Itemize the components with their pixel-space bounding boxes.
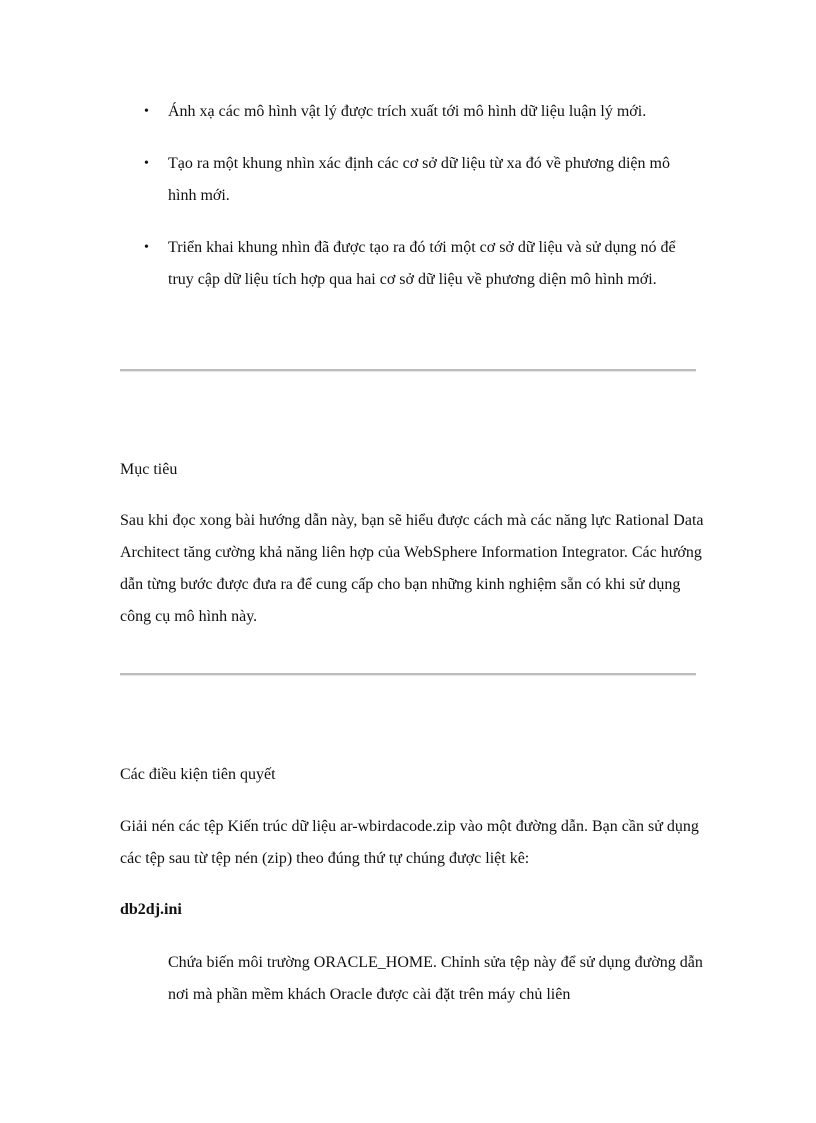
file-description: Chứa biến môi trường ORACLE_HOME. Chỉnh sửa tệp này để sử dụng đường dẫn nơi mà phần mềm khách Oracle được cài đặt trên máy chủ liên xyxy=(168,954,703,1003)
bullet-list xyxy=(120,96,700,316)
section-divider xyxy=(120,673,696,676)
prerequisites-paragraph: Giải nén các tệp Kiến trúc dữ liệu ar-wbirdacode.zip vào một đường dẫn. Bạn cần sử dụng các tệp sau từ tệp nén (zip) theo đúng thứ tự chúng được liệt kê: xyxy=(120,818,699,867)
bullet-text: Ánh xạ các mô hình vật lý được trích xuất tới mô hình dữ liệu luận lý mới. xyxy=(168,103,647,120)
section-heading-goals: Mục tiêu xyxy=(120,461,178,478)
list-item xyxy=(120,96,700,128)
section-divider xyxy=(120,369,696,372)
list-item xyxy=(120,232,700,296)
bullet-text: Triển khai khung nhìn đã được tạo ra đó tới một cơ sở dữ liệu và sử dụng nó để truy cập dữ liệu tích hợp qua hai cơ sở dữ liệu về phương diện mô hình mới. xyxy=(168,239,676,288)
file-name-label: db2dj.ini xyxy=(120,901,182,918)
section-heading-prerequisites: Các điều kiện tiên quyết xyxy=(120,766,276,783)
goals-paragraph: Sau khi đọc xong bài hướng dẫn này, bạn sẽ hiểu được cách mà các năng lực Rational Data Architect tăng cường khả năng liên hợp của WebSphere Information Integrator. Các hướng dẫn từng bước được đưa ra để cung cấp cho bạn những kinh nghiệm sẵn có khi sử dụng công cụ mô hình này. xyxy=(120,512,704,625)
bullet-icon: • xyxy=(144,156,149,171)
bullet-icon: • xyxy=(144,104,149,119)
list-item xyxy=(120,148,700,212)
bullet-text: Tạo ra một khung nhìn xác định các cơ sở dữ liệu từ xa đó về phương diện mô hình mới. xyxy=(168,155,670,204)
bullet-icon: • xyxy=(144,240,149,255)
